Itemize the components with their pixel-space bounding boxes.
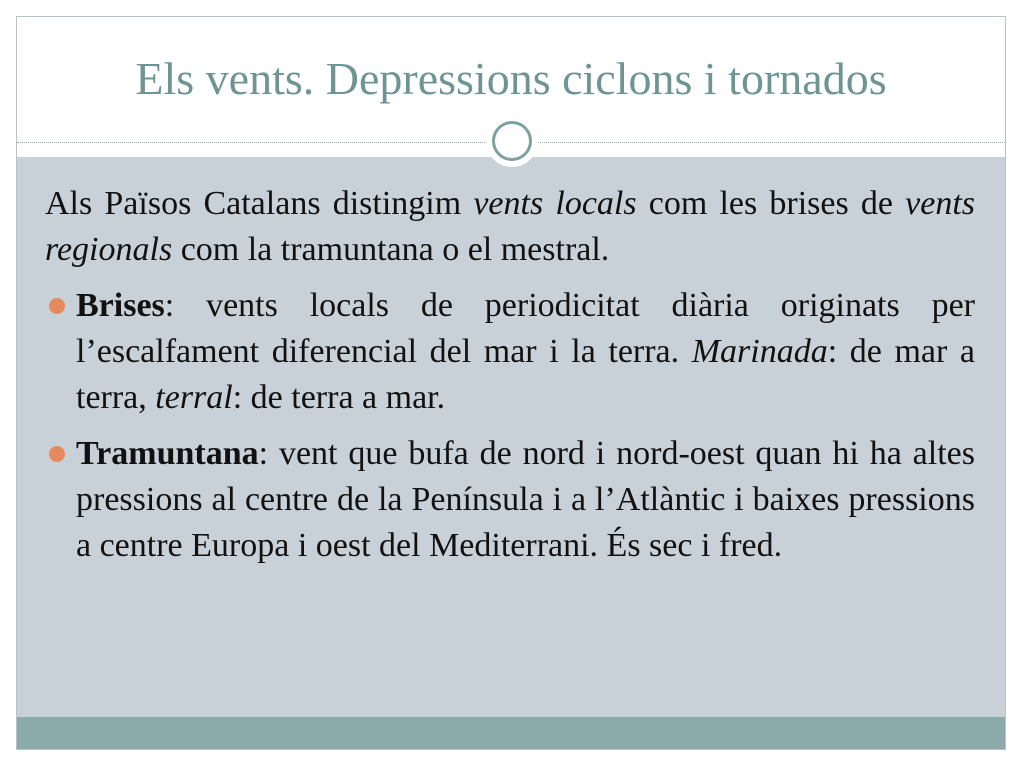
footer-bar	[17, 717, 1005, 750]
bullet-text-brises-2: : de mar a terra,	[76, 333, 975, 416]
bullet-text-brises-3: : de terra a mar.	[232, 379, 446, 416]
slide-body	[45, 181, 975, 579]
bullet-list	[45, 283, 975, 569]
intro-paragraph	[45, 181, 975, 273]
bullet-emphasis-marinada: Marinada	[691, 333, 828, 370]
bullet-text-tramuntana: : vent que bufa de nord i nord-oest quan hi ha altes pressions al centre de la Península i a l’Atlàntic i baixes pressions a centre Europa i oest del Mediterrani. És sec i fred.	[76, 435, 975, 564]
bullet-term-brises: Brises	[76, 287, 165, 324]
intro-text-1: Als Països Catalans distingim	[45, 185, 474, 222]
bullet-text-brises-1: : vents locals de periodicitat diària originats per l’escalfament diferencial del mar i la terra.	[76, 287, 975, 370]
intro-text-2: com les brises de	[636, 185, 906, 222]
bullet-emphasis-terral: terral	[155, 379, 233, 416]
intro-text-3: com la tramuntana o el mestral.	[172, 231, 610, 268]
bullet-item-brises	[45, 283, 975, 421]
circle-ornament-ring	[492, 121, 532, 161]
bullet-dot-icon	[49, 298, 65, 314]
bullet-term-tramuntana: Tramuntana	[76, 435, 259, 472]
intro-emphasis-regional-winds: vents regionals	[45, 185, 976, 268]
circle-ornament-icon	[486, 115, 538, 167]
intro-emphasis-local-winds: vents locals	[473, 185, 637, 222]
slide-title: Els vents. Depressions ciclons i tornados	[135, 53, 887, 104]
slide	[16, 16, 1006, 750]
bullet-dot-icon	[49, 446, 65, 462]
bullet-item-tramuntana	[45, 431, 975, 569]
